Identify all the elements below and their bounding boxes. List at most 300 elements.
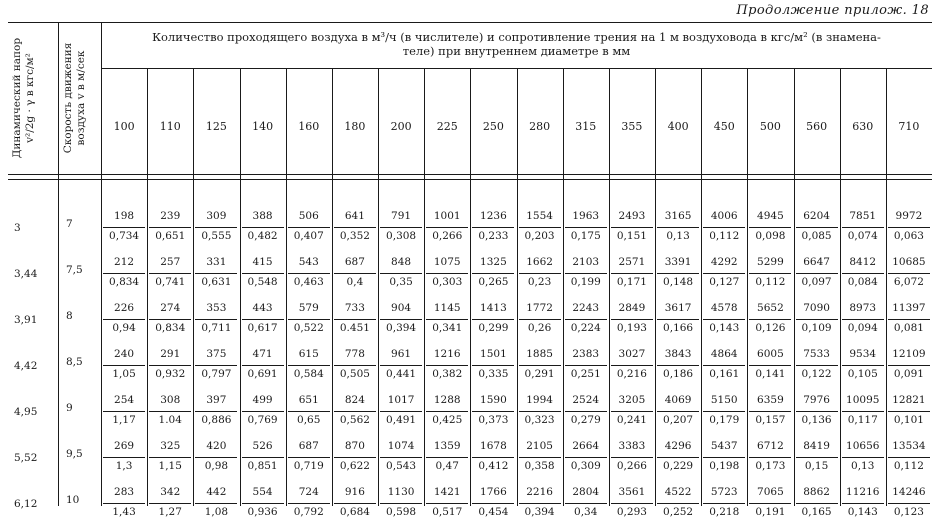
diameter-header: 500 — [759, 120, 781, 133]
header-main-line-2: теле) при внутреннем диаметре в мм — [402, 44, 631, 58]
table-cell-fraction — [517, 294, 563, 340]
air-quantity-value: 2804 — [572, 486, 600, 498]
friction-resistance-value: 1,43 — [112, 506, 136, 518]
table-cell-fraction — [147, 340, 193, 386]
air-quantity-value: 526 — [252, 440, 273, 452]
fraction-bar — [103, 227, 145, 228]
air-quantity-value: 226 — [114, 302, 135, 314]
friction-resistance-value: 0,797 — [201, 368, 232, 380]
air-quantity-value: 916 — [344, 486, 365, 498]
fraction-bar — [842, 365, 884, 366]
fraction-bar — [657, 503, 699, 504]
table — [8, 22, 932, 518]
friction-resistance-value: 0,074 — [847, 230, 878, 242]
friction-resistance-value: 0,173 — [755, 460, 786, 472]
table-cell-fraction — [655, 248, 701, 294]
friction-resistance-value: 0,684 — [339, 506, 370, 518]
air-quantity-value: 1288 — [433, 394, 461, 406]
row-dynamic-pressure: 6,12 — [14, 498, 38, 510]
table-caption: Продолжение прилож. 18 — [736, 3, 929, 18]
friction-resistance-value: 0,122 — [801, 368, 832, 380]
friction-resistance-value: 0,097 — [801, 276, 832, 288]
friction-resistance-value: 0,834 — [109, 276, 140, 288]
table-cell-fraction — [655, 478, 701, 524]
friction-resistance-value: 0,241 — [616, 414, 647, 426]
air-quantity-value: 8862 — [803, 486, 830, 498]
friction-resistance-value: 1,15 — [158, 460, 182, 472]
friction-resistance-value: 0,207 — [663, 414, 694, 426]
fraction-bar — [334, 457, 376, 458]
fraction-bar — [519, 273, 561, 274]
table-cell-fraction — [886, 202, 932, 248]
fraction-bar — [195, 411, 237, 412]
friction-resistance-value: 0,358 — [524, 460, 555, 472]
table-cell-fraction — [101, 432, 147, 478]
fraction-bar — [242, 273, 284, 274]
air-quantity-value: 1145 — [433, 302, 461, 314]
air-quantity-value: 2383 — [572, 348, 600, 360]
air-quantity-value: 12109 — [892, 348, 926, 360]
friction-resistance-value: 0,412 — [478, 460, 509, 472]
friction-resistance-value: 0,085 — [801, 230, 832, 242]
friction-resistance-value: 0,382 — [432, 368, 463, 380]
friction-resistance-value: 0,266 — [432, 230, 463, 242]
friction-resistance-value: 0,425 — [432, 414, 463, 426]
friction-resistance-value: 0,94 — [112, 322, 136, 334]
table-cell-fraction — [517, 340, 563, 386]
air-quantity-value: 5299 — [757, 256, 784, 268]
table-cell-fraction — [332, 340, 378, 386]
diameter-header: 225 — [436, 120, 458, 133]
fraction-bar — [749, 503, 791, 504]
fraction-bar — [380, 227, 422, 228]
fraction-bar — [796, 227, 838, 228]
row-air-velocity: 9 — [66, 402, 73, 414]
fraction-bar — [288, 457, 330, 458]
friction-resistance-value: 0,734 — [109, 230, 140, 242]
air-quantity-value: 7851 — [849, 210, 877, 222]
air-quantity-value: 6204 — [803, 210, 830, 222]
fraction-bar — [703, 273, 745, 274]
friction-resistance-value: 0,198 — [709, 460, 740, 472]
air-quantity-value: 2105 — [526, 440, 553, 452]
table-cell-fraction — [193, 294, 239, 340]
table-cell-fraction — [147, 432, 193, 478]
table-cell-fraction — [240, 294, 286, 340]
table-cell-fraction — [147, 248, 193, 294]
table-cell-fraction — [193, 432, 239, 478]
air-quantity-value: 848 — [391, 256, 412, 268]
friction-resistance-value: 0,15 — [804, 460, 829, 472]
fraction-bar — [288, 319, 330, 320]
air-quantity-value: 6712 — [757, 440, 784, 452]
friction-resistance-value: 0,112 — [893, 460, 924, 472]
air-quantity-value: 1994 — [526, 394, 553, 406]
fraction-bar — [888, 457, 930, 458]
friction-resistance-value: 0,932 — [155, 368, 186, 380]
air-quantity-value: 1772 — [526, 302, 553, 314]
air-quantity-value: 2849 — [618, 302, 646, 314]
fraction-bar — [703, 411, 745, 412]
fraction-bar — [842, 503, 884, 504]
fraction-bar — [749, 227, 791, 228]
fraction-bar — [242, 411, 284, 412]
friction-resistance-value: 0,482 — [247, 230, 278, 242]
friction-resistance-value: 0,691 — [247, 368, 278, 380]
friction-resistance-value: 0,179 — [709, 414, 740, 426]
friction-resistance-value: 0,175 — [570, 230, 601, 242]
diameter-header: 450 — [713, 120, 735, 133]
friction-resistance-value: 0,151 — [616, 230, 647, 242]
table-cell-fraction — [563, 478, 609, 524]
table-cell-fraction — [470, 340, 516, 386]
table-cell-fraction — [240, 202, 286, 248]
table-cell-fraction — [470, 294, 516, 340]
friction-resistance-value: 0,598 — [386, 506, 417, 518]
fraction-bar — [103, 273, 145, 274]
friction-resistance-value: 0,063 — [893, 230, 924, 242]
air-quantity-value: 2243 — [572, 302, 600, 314]
friction-resistance-value: 0,109 — [801, 322, 832, 334]
fraction-bar — [611, 457, 653, 458]
fraction-bar — [796, 365, 838, 366]
table-cell-fraction — [101, 202, 147, 248]
air-quantity-value: 1075 — [433, 256, 461, 268]
friction-resistance-value: 0,186 — [663, 368, 694, 380]
friction-resistance-value: 0,936 — [247, 506, 278, 518]
friction-resistance-value: 0,293 — [616, 506, 647, 518]
table-cell-fraction — [286, 432, 332, 478]
table-cell-fraction — [840, 294, 886, 340]
air-quantity-value: 240 — [114, 348, 135, 360]
air-quantity-value: 239 — [160, 210, 181, 222]
diameter-header: 180 — [344, 120, 366, 133]
fraction-bar — [565, 365, 607, 366]
fraction-bar — [334, 319, 376, 320]
fraction-bar — [103, 411, 145, 412]
air-quantity-value: 1325 — [480, 256, 507, 268]
air-quantity-value: 733 — [344, 302, 365, 314]
air-quantity-value: 397 — [206, 394, 227, 406]
table-cell-fraction — [609, 478, 655, 524]
fraction-bar — [842, 319, 884, 320]
table-cell-fraction — [747, 432, 793, 478]
fraction-bar — [334, 411, 376, 412]
friction-resistance-value: 0,098 — [755, 230, 786, 242]
air-quantity-value: 443 — [252, 302, 273, 314]
fraction-bar — [426, 319, 468, 320]
fraction-bar — [380, 457, 422, 458]
friction-resistance-value: 0,543 — [386, 460, 417, 472]
air-quantity-value: 12821 — [892, 394, 926, 406]
fraction-bar — [611, 503, 653, 504]
friction-resistance-value: 0,562 — [339, 414, 370, 426]
fraction-bar — [565, 411, 607, 412]
friction-resistance-value: 0,4 — [346, 276, 364, 288]
table-cell-fraction — [286, 248, 332, 294]
table-cell-fraction — [563, 386, 609, 432]
diameter-header: 100 — [113, 120, 135, 133]
friction-resistance-value: 0,252 — [663, 506, 694, 518]
fraction-bar — [426, 411, 468, 412]
friction-resistance-value: 0,373 — [478, 414, 509, 426]
table-cell-fraction — [794, 478, 840, 524]
diameter-header: 200 — [390, 120, 412, 133]
air-quantity-value: 2103 — [572, 256, 600, 268]
fraction-bar — [149, 411, 191, 412]
table-cell-fraction — [101, 294, 147, 340]
table-cell-fraction — [424, 294, 470, 340]
rule-line — [58, 22, 59, 506]
table-cell-fraction — [840, 478, 886, 524]
air-quantity-value: 2493 — [618, 210, 646, 222]
air-quantity-value: 7065 — [757, 486, 784, 498]
table-cell-fraction — [332, 294, 378, 340]
fraction-bar — [149, 365, 191, 366]
table-cell-fraction — [332, 248, 378, 294]
friction-resistance-value: 0,505 — [339, 368, 370, 380]
friction-resistance-value: 0,47 — [435, 460, 459, 472]
friction-resistance-value: 0,65 — [297, 414, 321, 426]
fraction-bar — [380, 319, 422, 320]
table-cell-fraction — [517, 248, 563, 294]
fraction-bar — [657, 273, 699, 274]
table-cell-fraction — [240, 432, 286, 478]
table-cell-fraction — [517, 432, 563, 478]
friction-resistance-value: 0,081 — [893, 322, 924, 334]
friction-resistance-value: 0,34 — [574, 506, 598, 518]
air-quantity-value: 3383 — [618, 440, 646, 452]
row-air-velocity: 10 — [66, 494, 80, 506]
friction-resistance-value: 0,101 — [893, 414, 924, 426]
air-quantity-value: 4006 — [710, 210, 738, 222]
table-cell-fraction — [332, 202, 378, 248]
friction-resistance-value: 0,851 — [247, 460, 278, 472]
friction-resistance-value: 0,091 — [893, 368, 924, 380]
diameter-header: 160 — [298, 120, 320, 133]
friction-resistance-value: 1,05 — [112, 368, 136, 380]
fraction-bar — [472, 227, 514, 228]
air-quantity-value: 283 — [114, 486, 135, 498]
fraction-bar — [103, 365, 145, 366]
fraction-bar — [749, 273, 791, 274]
air-quantity-value: 3165 — [664, 210, 692, 222]
fraction-bar — [657, 411, 699, 412]
table-cell-fraction — [840, 202, 886, 248]
fraction-bar — [288, 503, 330, 504]
friction-resistance-value: 0,136 — [801, 414, 832, 426]
air-quantity-value: 420 — [206, 440, 227, 452]
friction-resistance-value: 0,266 — [616, 460, 647, 472]
table-cell-fraction — [378, 202, 424, 248]
fraction-bar — [149, 227, 191, 228]
table-cell-fraction — [747, 248, 793, 294]
fraction-bar — [519, 457, 561, 458]
table-cell-fraction — [470, 432, 516, 478]
table-cell-fraction — [747, 294, 793, 340]
fraction-bar — [195, 319, 237, 320]
fraction-bar — [749, 365, 791, 366]
table-cell-fraction — [747, 340, 793, 386]
air-quantity-value: 1554 — [526, 210, 553, 222]
fraction-bar — [657, 319, 699, 320]
air-quantity-value: 687 — [344, 256, 365, 268]
row-dynamic-pressure: 3 — [14, 222, 21, 234]
friction-resistance-value: 0,251 — [570, 368, 601, 380]
fraction-bar — [888, 365, 930, 366]
air-quantity-value: 778 — [344, 348, 365, 360]
friction-resistance-value: 0,631 — [201, 276, 232, 288]
table-cell-fraction — [840, 248, 886, 294]
fraction-bar — [472, 319, 514, 320]
air-quantity-value: 3205 — [618, 394, 646, 406]
row-dynamic-pressure: 5,52 — [14, 452, 38, 464]
air-quantity-value: 7976 — [803, 394, 830, 406]
table-cell-fraction — [286, 386, 332, 432]
table-cell-fraction — [424, 478, 470, 524]
friction-resistance-value: 0,407 — [293, 230, 324, 242]
air-quantity-value: 4864 — [710, 348, 738, 360]
air-quantity-value: 2216 — [526, 486, 553, 498]
friction-resistance-value: 0,13 — [666, 230, 690, 242]
fraction-bar — [703, 457, 745, 458]
air-quantity-value: 442 — [206, 486, 227, 498]
fraction-bar — [426, 273, 468, 274]
fraction-bar — [103, 503, 145, 504]
table-cell-fraction — [517, 386, 563, 432]
fraction-bar — [749, 457, 791, 458]
header-air-velocity: Скорость движения воздуха v в м/сек — [61, 42, 87, 154]
friction-resistance-value: 0,341 — [432, 322, 463, 334]
air-quantity-value: 579 — [298, 302, 319, 314]
friction-resistance-value: 1,3 — [115, 460, 133, 472]
diameter-header: 560 — [806, 120, 828, 133]
table-cell-fraction — [193, 248, 239, 294]
friction-resistance-value: 0,084 — [847, 276, 878, 288]
air-quantity-value: 471 — [252, 348, 273, 360]
friction-resistance-value: 0,463 — [293, 276, 324, 288]
air-quantity-value: 9534 — [849, 348, 877, 360]
air-quantity-value: 641 — [344, 210, 365, 222]
air-quantity-value: 212 — [114, 256, 135, 268]
fraction-bar — [519, 227, 561, 228]
air-quantity-value: 824 — [344, 394, 365, 406]
air-quantity-value: 1236 — [480, 210, 507, 222]
friction-resistance-value: 0,203 — [524, 230, 555, 242]
air-quantity-value: 5150 — [710, 394, 738, 406]
air-quantity-value: 353 — [206, 302, 227, 314]
table-cell-fraction — [655, 386, 701, 432]
fraction-bar — [426, 503, 468, 504]
fraction-bar — [472, 273, 514, 274]
friction-resistance-value: 0,218 — [709, 506, 740, 518]
air-quantity-value: 724 — [298, 486, 319, 498]
table-cell-fraction — [332, 432, 378, 478]
friction-resistance-value: 0,105 — [847, 368, 878, 380]
friction-resistance-value: 0,112 — [709, 230, 740, 242]
friction-resistance-value: 0,299 — [478, 322, 509, 334]
friction-resistance-value: 0,279 — [570, 414, 601, 426]
friction-resistance-value: 0,143 — [709, 322, 740, 334]
fraction-bar — [380, 273, 422, 274]
fraction-bar — [749, 411, 791, 412]
air-quantity-value: 904 — [391, 302, 412, 314]
row-dynamic-pressure: 4,95 — [14, 406, 38, 418]
air-quantity-value: 5723 — [710, 486, 738, 498]
table-cell-fraction — [332, 478, 378, 524]
fraction-bar — [288, 227, 330, 228]
table-cell-fraction — [609, 202, 655, 248]
table-cell-fraction — [147, 386, 193, 432]
air-quantity-value: 11397 — [892, 302, 926, 314]
fraction-bar — [611, 273, 653, 274]
friction-resistance-value: 0,617 — [247, 322, 278, 334]
fraction-bar — [380, 411, 422, 412]
air-quantity-value: 10685 — [892, 256, 926, 268]
diameter-header: 140 — [252, 120, 274, 133]
diameter-header: 315 — [575, 120, 597, 133]
table-cell-fraction — [101, 386, 147, 432]
row-air-velocity: 9,5 — [66, 448, 83, 460]
friction-resistance-value: 0,26 — [527, 322, 552, 334]
air-quantity-value: 3561 — [618, 486, 646, 498]
table-cell-fraction — [332, 386, 378, 432]
table-cell-fraction — [193, 340, 239, 386]
fraction-bar — [242, 365, 284, 366]
table-cell-fraction — [378, 340, 424, 386]
friction-resistance-value: 0,291 — [524, 368, 555, 380]
friction-resistance-value: 0,117 — [847, 414, 878, 426]
fraction-bar — [888, 227, 930, 228]
air-quantity-value: 4292 — [710, 256, 738, 268]
row-air-velocity: 8,5 — [66, 356, 83, 368]
friction-resistance-value: 0,622 — [339, 460, 370, 472]
table-cell-fraction — [794, 294, 840, 340]
air-quantity-value: 13534 — [892, 440, 926, 452]
fraction-bar — [519, 411, 561, 412]
friction-resistance-value: 0,35 — [389, 276, 413, 288]
air-quantity-value: 11216 — [846, 486, 880, 498]
friction-resistance-value: 0,23 — [527, 276, 552, 288]
row-dynamic-pressure: 3,44 — [14, 268, 38, 280]
friction-resistance-value: 1,27 — [158, 506, 182, 518]
table-cell-fraction — [193, 478, 239, 524]
diameter-header: 355 — [621, 120, 643, 133]
friction-resistance-value: 0,792 — [293, 506, 324, 518]
table-cell-fraction — [655, 432, 701, 478]
table-cell-fraction — [101, 248, 147, 294]
table-cell-fraction — [470, 248, 516, 294]
fraction-bar — [888, 319, 930, 320]
fraction-bar — [195, 457, 237, 458]
air-quantity-value: 331 — [206, 256, 227, 268]
table-cell-fraction — [701, 386, 747, 432]
fraction-bar — [103, 457, 145, 458]
air-quantity-value: 687 — [298, 440, 319, 452]
fraction-bar — [796, 457, 838, 458]
air-quantity-value: 7090 — [803, 302, 830, 314]
fraction-bar — [703, 503, 745, 504]
air-quantity-value: 3617 — [664, 302, 692, 314]
table-cell-fraction — [794, 248, 840, 294]
friction-resistance-value: 0,265 — [478, 276, 509, 288]
friction-resistance-value: 0,161 — [709, 368, 740, 380]
table-cell-fraction — [701, 340, 747, 386]
fraction-bar — [426, 457, 468, 458]
table-cell-fraction — [147, 202, 193, 248]
air-quantity-value: 375 — [206, 348, 227, 360]
fraction-bar — [242, 457, 284, 458]
